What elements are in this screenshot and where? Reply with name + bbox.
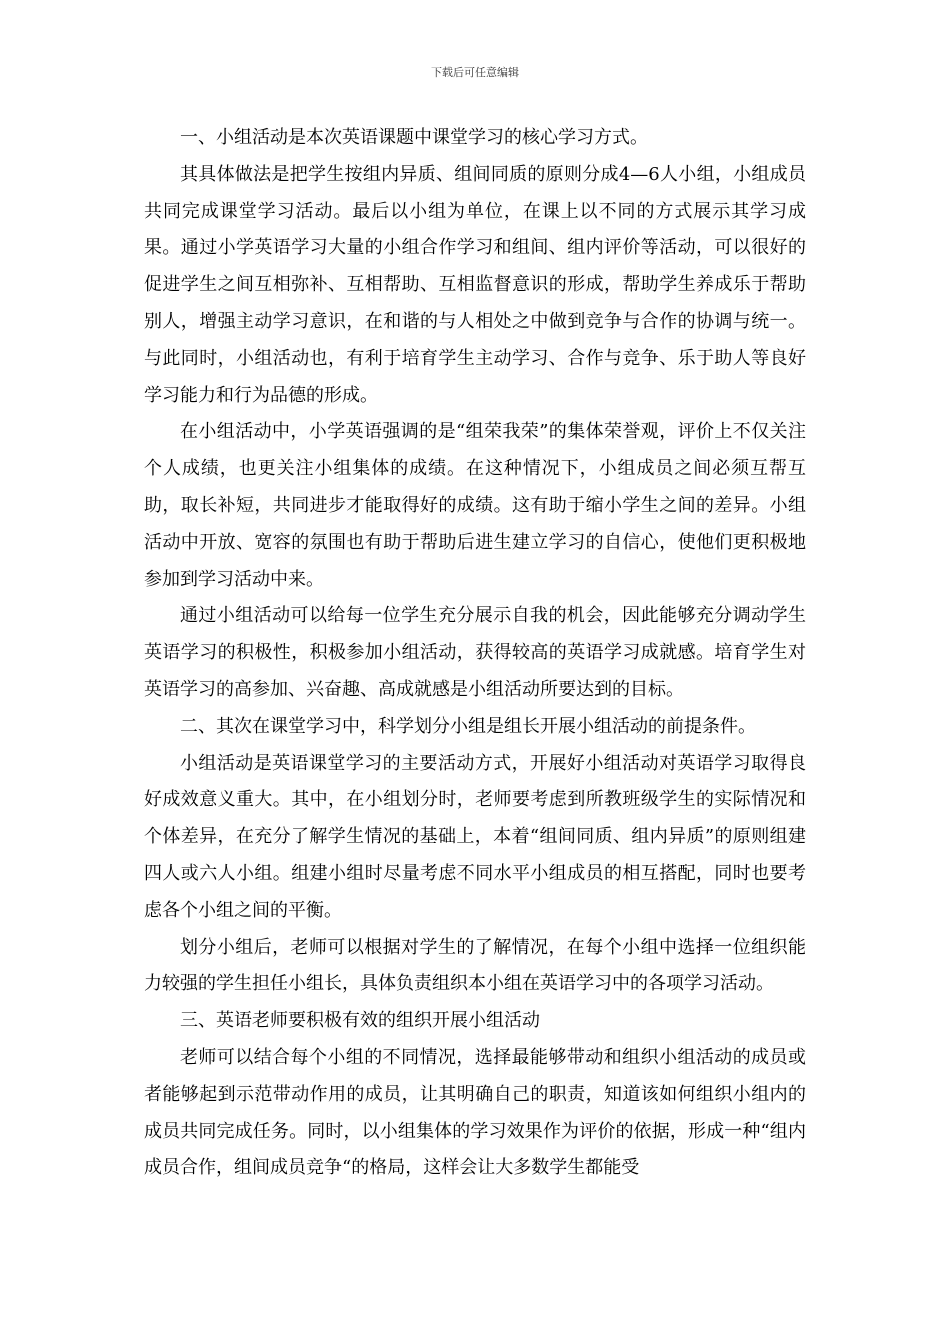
paragraph-heading-3: 三、英语老师要积极有效的组织开展小组活动 xyxy=(180,1010,540,1032)
paragraph-heading-2: 二、其次在课堂学习中，科学划分小组是组长开展小组活动的前提条件。 xyxy=(180,715,756,737)
paragraph: 小组活动是英语课堂学习的主要活动方式，开展好小组活动对英语学习取得良好成效意义重大。其中，在小组划分时，老师要考虑到所教班级学生的实际情况和个体差异，在充分了解学生情况的基础上，本着“组间同质、组内异质”的原则组建四人或六人小组。组建小组时尽量考虑不同水平小组成员的相互搭配，同时也要考虑各个小组之间的平衡。 xyxy=(144,752,806,921)
document-body xyxy=(144,120,806,1187)
paragraph: 划分小组后，老师可以根据对学生的了解情况，在每个小组中选择一位组织能力较强的学生担任小组长，具体负责组织本小组在英语学习中的各项学习活动。 xyxy=(144,936,806,995)
paragraph: 其具体做法是把学生按组内异质、组间同质的原则分成4—6人小组，小组成员共同完成课堂学习活动。最后以小组为单位，在课上以不同的方式展示其学习成果。通过小学英语学习大量的小组合作学习和组间、组内评价等活动，可以很好的促进学生之间互相弥补、互相帮助、互相监督意识的形成，帮助学生养成乐于帮助别人，增强主动学习意识，在和谐的与人相处之中做到竞争与合作的协调与统一。与此同时，小组活动也，有利于培育学生主动学习、合作与竞争、乐于助人等良好学习能力和行为品德的形成。 xyxy=(144,163,806,406)
paragraph: 通过小组活动可以给每一位学生充分展示自我的机会，因此能够充分调动学生英语学习的积极性，积极参加小组活动，获得较高的英语学习成就感。培育学生对英语学习的高参加、兴奋趣、高成就感是小组活动所要达到的目标。 xyxy=(144,605,806,700)
paragraph: 在小组活动中，小学英语强调的是“组荣我荣”的集体荣誉观，评价上不仅关注个人成绩，也更关注小组集体的成绩。在这种情况下，小组成员之间必须互帮互助，取长补短，共同进步才能取得好的成绩。这有助于缩小学生之间的差异。小组活动中开放、宽容的氛围也有助于帮助后进生建立学习的自信心，使他们更积极地参加到学习活动中来。 xyxy=(144,421,806,590)
paragraph: 老师可以结合每个小组的不同情况，选择最能够带动和组织小组活动的成员或者能够起到示范带动作用的成员，让其明确自己的职责，知道该如何组织小组内的成员共同完成任务。同时，以小组集体的学习效果作为评价的依据，形成一种“组内成员合作，组间成员竞争“的格局，这样会让大多数学生都能受 xyxy=(144,1046,806,1179)
page-header: 下载后可任意编辑 xyxy=(431,66,519,79)
paragraph-heading-1: 一、小组活动是本次英语课题中课堂学习的核心学习方式。 xyxy=(180,127,648,148)
